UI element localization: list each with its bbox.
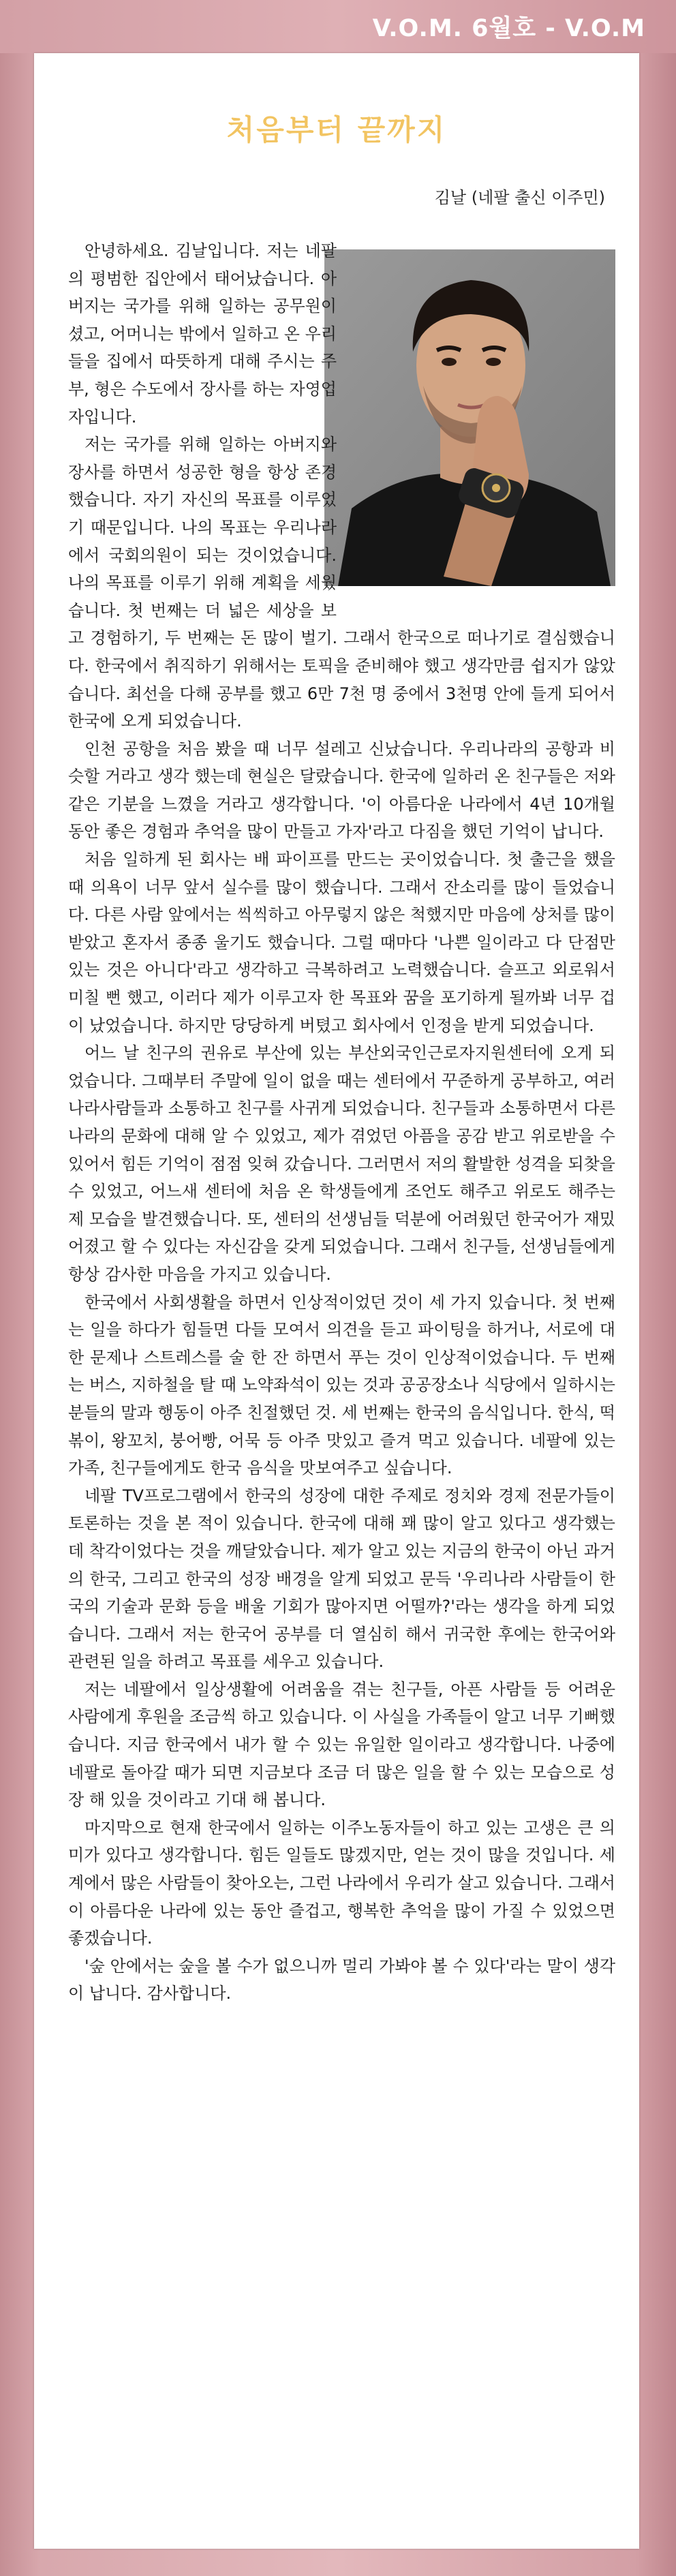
article-body: [68, 237, 615, 2008]
paragraph-7: 네팔 TV프로그램에서 한국의 성장에 대한 주제로 정치와 경제 전문가들이 토론하는 것을 본 적이 있습니다. 한국에 대해 꽤 많이 알고 있다고 생각했는데 착각이었다는 것을 깨달았습니다. 제가 알고 있는 지금의 한국이 아닌 과거의 한국, 그리고 한국의 성장 배경을 알게 되었고 문득 '우리나라 사람들이 한국의 기술과 문화 등을 배울 기회가 많아지면 어떨까?'라는 생각을 하게 되었습니다. 그래서 저는 한국어 공부를 더 열심히 해서 귀국한 후에는 한국어와 관련된 일을 하려고 목표를 세우고 있습니다.: [68, 1486, 615, 1672]
article-title: 처음부터 끝까지: [226, 113, 447, 147]
page-header: [0, 0, 676, 53]
paragraph-10: '숲 안에서는 숲을 볼 수가 없으니까 멀리 가봐야 볼 수 있다'라는 말이 생각이 납니다. 감사합니다.: [68, 1956, 615, 2004]
paragraph-1: 안녕하세요. 김날입니다. 저는 네팔의 평범한 집안에서 태어났습니다. 아버지는 국가를 위해 일하는 공무원이셨고, 어머니는 밖에서 일하고 온 우리들을 집에서 따뜻하게 대해 주시는 주부, 형은 수도에서 장사를 하는 자영업자입니다.: [68, 241, 337, 427]
article-byline: 김날 (네팔 출신 이주민): [434, 188, 605, 207]
paragraph-9: 마지막으로 현재 한국에서 일하는 이주노동자들이 하고 있는 고생은 큰 의미가 있다고 생각합니다. 힘든 일들도 많겠지만, 얻는 것이 많을 것입니다. 세계에서 많은 사람들이 찾아오는, 그런 나라에서 우리가 살고 있습니다. 그래서 이 아름다운 나라에 있는 동안 즐겁고, 행복한 추억을 많이 가질 수 있었으면 좋겠습니다.: [68, 1818, 615, 1948]
paragraph-2: 저는 국가를 위해 일하는 아버지와 장사를 하면서 성공한 형을 항상 존경했습니다. 자기 자신의 목표를 이루었기 때문입니다. 나의 목표는 우리나라에서 국회의원이 되는 것이었습니다. 나의 목표를 이루기 위해 계획을 세웠습니다. 첫 번째는 더 넓은 세상을 보고 경험하기, 두 번째는 돈 많이 벌기. 그래서 한국으로 떠나기로 결심했습니다. 한국에서 취직하기 위해서는 토픽을 준비해야 했고 생각만큼 쉽지가 않았습니다. 최선을 다해 공부를 했고 6만 7천 명 중에서 3천명 안에 들게 되어서 한국에 오게 되었습니다.: [68, 435, 615, 731]
photo-spacer: [346, 237, 615, 598]
paragraph-5: 어느 날 친구의 권유로 부산에 있는 부산외국인근로자지원센터에 오게 되었습니다. 그때부터 주말에 일이 없을 때는 센터에서 꾸준하게 공부하고, 여러 나라사람들과 소통하고 친구를 사귀게 되었습니다. 친구들과 소통하면서 다른 나라의 문화에 대해 알 수 있었고, 제가 겪었던 아픔을 공감 받고 위로받을 수 있어서 힘든 기억이 점점 잊혀 갔습니다. 그러면서 저의 활발한 성격을 되찾을 수 있었고, 어느새 센터에 처음 온 학생들에게 조언도 해주고 위로도 해주는 제 모습을 발견했습니다. 또, 센터의 선생님들 덕분에 어려웠던 한국어가 재밌어졌고 할 수 있다는 자신감을 갖게 되었습니다. 그래서 친구들, 선생님들에게 항상 감사한 마음을 가지고 있습니다.: [68, 1043, 615, 1284]
article-sheet: [34, 53, 639, 2549]
paragraph-3: 인천 공항을 처음 봤을 때 너무 설레고 신났습니다. 우리나라의 공항과 비슷할 거라고 생각 했는데 현실은 달랐습니다. 한국에 일하러 온 친구들은 저와 같은 기분을 느꼈을 거라고 생각합니다. '이 아름다운 나라에서 4년 10개월 동안 좋은 경험과 추억을 많이 만들고 가자'라고 다짐을 했던 기억이 납니다.: [68, 739, 615, 842]
paragraph-4: 처음 일하게 된 회사는 배 파이프를 만드는 곳이었습니다. 첫 출근을 했을 때 의욕이 너무 앞서 실수를 많이 했습니다. 그래서 잔소리를 많이 들었습니다. 다른 사람 앞에서는 씩씩하고 아무렇지 않은 척했지만 마음에 상처를 많이 받았고 혼자서 종종 울기도 했습니다. 그럴 때마다 '나쁜 일이라고 다 단점만 있는 것은 아니다'라고 생각하고 극복하려고 노력했습니다. 슬프고 외로워서 미칠 뻔 했고, 이러다 제가 이루고자 한 목표와 꿈을 포기하게 될까봐 너무 겁이 났었습니다. 하지만 당당하게 버텼고 회사에서 인정을 받게 되었습니다.: [68, 850, 615, 1035]
newsletter-title: V.O.M. 6월호 - V.O.M: [372, 15, 645, 42]
paragraph-6: 한국에서 사회생활을 하면서 인상적이었던 것이 세 가지 있습니다. 첫 번째는 일을 하다가 힘들면 다들 모여서 의견을 듣고 파이팅을 하거나, 서로에 대한 문제나 스트레스를 술 한 잔 하면서 푸는 것이 인상적이었습니다. 두 번째는 버스, 지하철을 탈 때 노약좌석이 있는 것과 공공장소나 식당에서 일하시는 분들의 말과 행동이 아주 친절했던 것. 세 번째는 한국의 음식입니다. 한식, 떡볶이, 왕꼬치, 붕어빵, 어묵 등 아주 맛있고 즐겨 먹고 있습니다. 네팔에 있는 가족, 친구들에게도 한국 음식을 맛보여주고 싶습니다.: [68, 1292, 615, 1478]
paragraph-8: 저는 네팔에서 일상생활에 어려움을 겪는 친구들, 아픈 사람들 등 어려운 사람에게 후원을 조금씩 하고 있습니다. 이 사실을 가족들이 알고 너무 기뻐했습니다. 지금 한국에서 내가 할 수 있는 유일한 일이라고 생각합니다. 나중에 네팔로 돌아갈 때가 되면 지금보다 조금 더 많은 일을 할 수 있는 모습으로 성장 해 있을 것이라고 기대 해 봅니다.: [68, 1679, 615, 1810]
